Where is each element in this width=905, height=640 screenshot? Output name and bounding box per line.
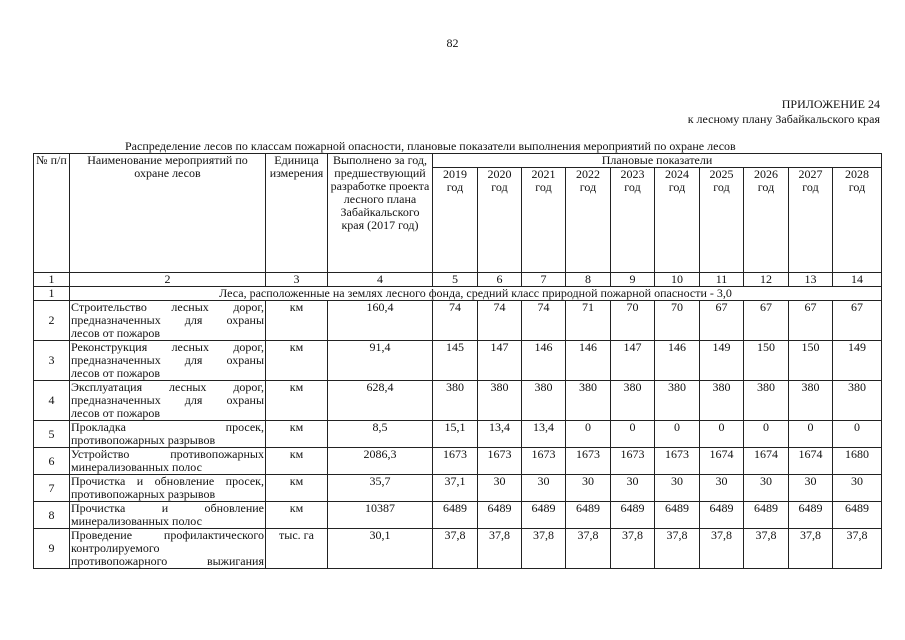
table-row bbox=[34, 381, 882, 421]
row-num: 4 bbox=[34, 381, 70, 421]
row-value-2023: 30 bbox=[611, 475, 655, 502]
row-value-2027: 6489 bbox=[789, 502, 833, 529]
header-year-2026 bbox=[744, 168, 789, 273]
row-value-2020: 1673 bbox=[478, 448, 522, 475]
row-num: 3 bbox=[34, 341, 70, 381]
row-value-2025: 149 bbox=[700, 341, 744, 381]
column-index: 9 bbox=[611, 273, 655, 287]
row-done: 30,1 bbox=[328, 529, 433, 569]
row-value-2026: 6489 bbox=[744, 502, 789, 529]
year-value: 2027 bbox=[798, 167, 823, 181]
activity-line: контролируемого bbox=[71, 541, 160, 555]
row-unit: км bbox=[266, 341, 328, 381]
row-value-2023: 37,8 bbox=[611, 529, 655, 569]
row-value-2026: 37,8 bbox=[744, 529, 789, 569]
row-value-2019: 37,8 bbox=[433, 529, 478, 569]
row-value-2020: 147 bbox=[478, 341, 522, 381]
header-year-2020 bbox=[478, 168, 522, 273]
section-num: 1 bbox=[34, 287, 70, 301]
year-value: 2021 bbox=[531, 167, 556, 181]
row-value-2026: 67 bbox=[744, 301, 789, 341]
row-unit: тыс. га bbox=[266, 529, 328, 569]
row-value-2019: 380 bbox=[433, 381, 478, 421]
row-value-2027: 380 bbox=[789, 381, 833, 421]
row-value-2028: 380 bbox=[833, 381, 882, 421]
year-word: год bbox=[713, 180, 730, 194]
row-value-2024: 146 bbox=[655, 341, 700, 381]
activity-line: предназначенных для охраны bbox=[71, 313, 264, 327]
row-value-2020: 37,8 bbox=[478, 529, 522, 569]
row-value-2026: 0 bbox=[744, 421, 789, 448]
table-row bbox=[34, 475, 882, 502]
activity-line: Проведение профилактического bbox=[71, 528, 264, 542]
column-index: 6 bbox=[478, 273, 522, 287]
row-num: 5 bbox=[34, 421, 70, 448]
row-value-2022: 0 bbox=[566, 421, 611, 448]
row-value-2020: 13,4 bbox=[478, 421, 522, 448]
row-activity bbox=[70, 341, 266, 381]
row-value-2022: 380 bbox=[566, 381, 611, 421]
row-value-2021: 6489 bbox=[522, 502, 566, 529]
row-done: 10387 bbox=[328, 502, 433, 529]
header-year-2027 bbox=[789, 168, 833, 273]
activity-line: Прочистка и обновление просек, bbox=[71, 474, 264, 488]
table-row bbox=[34, 529, 882, 569]
row-value-2021: 1673 bbox=[522, 448, 566, 475]
row-value-2028: 6489 bbox=[833, 502, 882, 529]
year-word: год bbox=[535, 180, 552, 194]
row-value-2024: 0 bbox=[655, 421, 700, 448]
activity-line: лесов от пожаров bbox=[71, 366, 161, 380]
row-value-2027: 37,8 bbox=[789, 529, 833, 569]
row-unit: км bbox=[266, 301, 328, 341]
header-unit: Единица измерения bbox=[266, 154, 328, 273]
row-value-2019: 74 bbox=[433, 301, 478, 341]
row-value-2026: 30 bbox=[744, 475, 789, 502]
row-value-2019: 6489 bbox=[433, 502, 478, 529]
row-value-2023: 0 bbox=[611, 421, 655, 448]
activity-line: Реконструкция лесных дорог, bbox=[71, 340, 264, 354]
table-row bbox=[34, 301, 882, 341]
row-value-2024: 1673 bbox=[655, 448, 700, 475]
row-activity bbox=[70, 529, 266, 569]
table-row bbox=[34, 421, 882, 448]
year-value: 2024 bbox=[665, 167, 689, 181]
table-row bbox=[34, 341, 882, 381]
header-year-2024 bbox=[655, 168, 700, 273]
row-value-2019: 1673 bbox=[433, 448, 478, 475]
row-done: 91,4 bbox=[328, 341, 433, 381]
row-value-2027: 0 bbox=[789, 421, 833, 448]
row-value-2024: 70 bbox=[655, 301, 700, 341]
year-word: год bbox=[848, 180, 866, 194]
row-value-2025: 1674 bbox=[700, 448, 744, 475]
column-index: 2 bbox=[70, 273, 266, 287]
row-value-2022: 71 bbox=[566, 301, 611, 341]
row-value-2028: 149 bbox=[833, 341, 882, 381]
row-value-2020: 30 bbox=[478, 475, 522, 502]
row-value-2028: 1680 bbox=[833, 448, 882, 475]
row-value-2024: 6489 bbox=[655, 502, 700, 529]
table-title: Распределение лесов по классам пожарной опасности, плановые показатели выполнения мероприятий по охране лесов bbox=[125, 139, 736, 153]
row-value-2019: 15,1 bbox=[433, 421, 478, 448]
row-done: 35,7 bbox=[328, 475, 433, 502]
row-value-2021: 380 bbox=[522, 381, 566, 421]
activity-line: предназначенных для охраны bbox=[71, 353, 264, 367]
row-value-2025: 30 bbox=[700, 475, 744, 502]
row-num: 8 bbox=[34, 502, 70, 529]
row-value-2025: 67 bbox=[700, 301, 744, 341]
column-index: 5 bbox=[433, 273, 478, 287]
column-index: 10 bbox=[655, 273, 700, 287]
column-index: 8 bbox=[566, 273, 611, 287]
row-value-2025: 380 bbox=[700, 381, 744, 421]
header-planned: Плановые показатели bbox=[433, 154, 882, 168]
row-value-2022: 1673 bbox=[566, 448, 611, 475]
header-num: № п/п bbox=[34, 154, 70, 273]
header-name: Наименование мероприятий по охране лесов bbox=[70, 154, 266, 273]
row-value-2027: 67 bbox=[789, 301, 833, 341]
row-activity bbox=[70, 448, 266, 475]
appendix-title: ПРИЛОЖЕНИЕ 24 bbox=[781, 97, 880, 111]
row-num: 9 bbox=[34, 529, 70, 569]
row-value-2022: 6489 bbox=[566, 502, 611, 529]
row-value-2023: 147 bbox=[611, 341, 655, 381]
row-value-2023: 1673 bbox=[611, 448, 655, 475]
header-year-2023 bbox=[611, 168, 655, 273]
column-index-row bbox=[34, 273, 882, 287]
section-title: Леса, расположенные на землях лесного фонда, средний класс природной пожарной опасности - 3,0 bbox=[70, 287, 882, 301]
activity-line: предназначенных для охраны bbox=[71, 393, 264, 407]
row-value-2021: 146 bbox=[522, 341, 566, 381]
row-value-2019: 37,1 bbox=[433, 475, 478, 502]
activity-line: противопожарных разрывов bbox=[71, 487, 216, 501]
row-value-2027: 30 bbox=[789, 475, 833, 502]
year-word: год bbox=[757, 180, 775, 194]
row-value-2022: 37,8 bbox=[566, 529, 611, 569]
row-value-2028: 67 bbox=[833, 301, 882, 341]
row-value-2023: 380 bbox=[611, 381, 655, 421]
row-value-2021: 13,4 bbox=[522, 421, 566, 448]
row-value-2025: 6489 bbox=[700, 502, 744, 529]
column-index: 4 bbox=[328, 273, 433, 287]
appendix-subtitle: к лесному плану Забайкальского края bbox=[687, 112, 880, 126]
fire-protection-table bbox=[33, 153, 882, 569]
header-year-2025 bbox=[700, 168, 744, 273]
row-done: 2086,3 bbox=[328, 448, 433, 475]
row-value-2022: 30 bbox=[566, 475, 611, 502]
row-value-2026: 380 bbox=[744, 381, 789, 421]
activity-line: лесов от пожаров bbox=[71, 326, 161, 340]
row-value-2028: 37,8 bbox=[833, 529, 882, 569]
activity-line: Строительство лесных дорог, bbox=[71, 300, 264, 314]
row-value-2021: 30 bbox=[522, 475, 566, 502]
row-unit: км bbox=[266, 448, 328, 475]
row-activity bbox=[70, 475, 266, 502]
row-value-2021: 37,8 bbox=[522, 529, 566, 569]
year-word: год bbox=[491, 180, 508, 194]
section-row bbox=[34, 287, 882, 301]
year-word: год bbox=[446, 180, 464, 194]
year-word: год bbox=[624, 180, 641, 194]
column-index: 12 bbox=[744, 273, 789, 287]
row-value-2022: 146 bbox=[566, 341, 611, 381]
activity-line: Прочистка и обновление bbox=[71, 501, 264, 515]
year-value: 2022 bbox=[576, 167, 600, 181]
row-activity bbox=[70, 301, 266, 341]
row-unit: км bbox=[266, 502, 328, 529]
row-value-2025: 0 bbox=[700, 421, 744, 448]
table-row bbox=[34, 448, 882, 475]
row-num: 7 bbox=[34, 475, 70, 502]
table-row bbox=[34, 502, 882, 529]
row-value-2024: 380 bbox=[655, 381, 700, 421]
year-word: год bbox=[802, 180, 819, 194]
activity-line: Устройство противопожарных bbox=[71, 447, 264, 461]
activity-line: лесов от пожаров bbox=[71, 406, 161, 420]
column-index: 14 bbox=[833, 273, 882, 287]
row-num: 6 bbox=[34, 448, 70, 475]
row-unit: км bbox=[266, 381, 328, 421]
row-value-2026: 150 bbox=[744, 341, 789, 381]
row-value-2019: 145 bbox=[433, 341, 478, 381]
activity-line: противопожарных разрывов bbox=[71, 433, 216, 447]
row-done: 8,5 bbox=[328, 421, 433, 448]
column-index: 1 bbox=[34, 273, 70, 287]
row-activity bbox=[70, 381, 266, 421]
header-year-2028 bbox=[833, 168, 882, 273]
row-value-2020: 6489 bbox=[478, 502, 522, 529]
year-value: 2025 bbox=[709, 167, 734, 181]
row-value-2028: 0 bbox=[833, 421, 882, 448]
year-value: 2028 bbox=[845, 167, 869, 181]
row-num: 2 bbox=[34, 301, 70, 341]
row-value-2020: 380 bbox=[478, 381, 522, 421]
header-year-2022 bbox=[566, 168, 611, 273]
column-index: 11 bbox=[700, 273, 744, 287]
activity-line: Прокладка просек, bbox=[71, 420, 264, 434]
header-done: Выполнено за год, предшествующий разработке проекта лесного плана Забайкальского края (2017 год) bbox=[328, 154, 433, 273]
row-value-2024: 37,8 bbox=[655, 529, 700, 569]
row-unit: км bbox=[266, 475, 328, 502]
activity-line: противопожарного выжигания bbox=[71, 554, 264, 568]
row-value-2027: 150 bbox=[789, 341, 833, 381]
row-done: 628,4 bbox=[328, 381, 433, 421]
row-value-2027: 1674 bbox=[789, 448, 833, 475]
activity-line: Эксплуатация лесных дорог, bbox=[71, 380, 264, 394]
year-word: год bbox=[579, 180, 597, 194]
row-value-2026: 1674 bbox=[744, 448, 789, 475]
row-done: 160,4 bbox=[328, 301, 433, 341]
year-word: год bbox=[668, 180, 686, 194]
row-unit: км bbox=[266, 421, 328, 448]
row-activity bbox=[70, 502, 266, 529]
row-value-2024: 30 bbox=[655, 475, 700, 502]
activity-line: минерализованных полос bbox=[71, 514, 202, 528]
activity-line: минерализованных полос bbox=[71, 460, 202, 474]
year-value: 2019 bbox=[443, 167, 467, 181]
page-number: 82 bbox=[446, 36, 459, 50]
header-year-2019 bbox=[433, 168, 478, 273]
column-index: 13 bbox=[789, 273, 833, 287]
row-value-2023: 6489 bbox=[611, 502, 655, 529]
row-activity bbox=[70, 421, 266, 448]
column-index: 3 bbox=[266, 273, 328, 287]
year-value: 2023 bbox=[620, 167, 645, 181]
row-value-2020: 74 bbox=[478, 301, 522, 341]
year-value: 2026 bbox=[754, 167, 778, 181]
row-value-2021: 74 bbox=[522, 301, 566, 341]
row-value-2023: 70 bbox=[611, 301, 655, 341]
column-index: 7 bbox=[522, 273, 566, 287]
row-value-2025: 37,8 bbox=[700, 529, 744, 569]
header-year-2021 bbox=[522, 168, 566, 273]
year-value: 2020 bbox=[487, 167, 512, 181]
row-value-2028: 30 bbox=[833, 475, 882, 502]
